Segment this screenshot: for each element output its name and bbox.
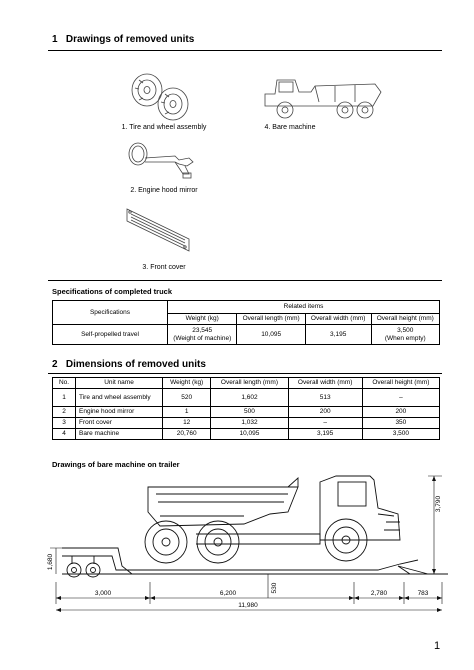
cell-height: 350 [362,418,439,429]
dim-label-3000: 3,000 [94,590,112,597]
figure-caption-cover: 3. Front cover [142,264,186,271]
section-1-bottom-rule [48,280,442,281]
table-row [53,389,440,407]
spec-row-width: 3,195 [305,325,371,345]
dimensions-header-name: Unit name [76,378,163,389]
section-2-number: 2 [52,359,58,370]
section-2-heading [52,359,206,370]
dimensions-header-weight: Weight (kg) [163,378,211,389]
rear-wheel-2 [197,521,239,563]
cell-length: 10,095 [211,429,288,440]
section-1-title: Drawings of removed units [65,34,195,45]
cell-width: 200 [288,407,362,418]
rear-wheel-1 [145,521,187,563]
engine-hood-mirror-drawing [127,140,207,185]
page-number: 1 [434,640,441,652]
dimensions-table [52,377,440,440]
trailer-rear-wheel [67,563,81,577]
section-1-heading [52,34,194,45]
section-2-title: Dimensions of removed units [65,359,206,370]
figure-caption-tire: 1. Tire and wheel assembly [121,124,207,131]
spec-header-specifications: Specifications [53,301,168,325]
dim-label-2780: 2,780 [370,590,388,597]
dimensions-header-row [53,378,440,389]
spec-subheader-weight: Weight (kg) [168,314,237,325]
section-1-rule [48,50,442,51]
cell-height: – [362,389,439,407]
cell-name: Front cover [76,418,163,429]
cell-height: 3,500 [362,429,439,440]
table-row [53,418,440,429]
cell-width: 3,195 [288,429,362,440]
cell-no: 4 [53,429,76,440]
cell-length: 1,032 [211,418,288,429]
section-1-number: 1 [52,34,58,45]
cell-length: 500 [211,407,288,418]
cell-no: 1 [53,389,76,407]
cell-name: Tire and wheel assembly [76,389,163,407]
spec-row-name: Self-propelled travel [53,325,168,345]
spec-row-height: 3,500 (When empty) [371,325,439,345]
spec-table [52,300,440,345]
bare-machine-drawing [255,72,385,122]
cell-height: 200 [362,407,439,418]
dim-label-530: 530 [271,582,278,594]
dimensions-header-length: Overall length (mm) [211,378,288,389]
spec-row [53,325,440,345]
spec-header-related: Related items [168,301,440,314]
dim-label-783: 783 [417,590,429,597]
dimensions-header-no: No. [53,378,76,389]
cell-width: 513 [288,389,362,407]
dimensions-header-height: Overall height (mm) [362,378,439,389]
cell-weight: 1 [163,407,211,418]
section-2-rule [48,373,442,374]
spec-subheader-width: Overall width (mm) [305,314,371,325]
cell-name: Bare machine [76,429,163,440]
spec-row-weight: 23,545 (Weight of machine) [168,325,237,345]
cell-length: 1,602 [211,389,288,407]
cell-width: – [288,418,362,429]
trailer-drawing-heading: Drawings of bare machine on trailer [52,460,180,469]
dimensions-header-width: Overall width (mm) [288,378,362,389]
table-row [53,407,440,418]
dim-label-height: 3,790 [435,495,442,513]
figure-caption-machine: 4. Bare machine [264,124,316,131]
cell-no: 2 [53,407,76,418]
trailer-deck [62,556,418,570]
cell-weight: 12 [163,418,211,429]
cell-no: 3 [53,418,76,429]
spec-table-heading: Specifications of completed truck [52,287,173,296]
cell-weight: 20,760 [163,429,211,440]
spec-subheader-height: Overall height (mm) [371,314,439,325]
tire-wheel-drawing [125,72,205,122]
trailer-drawing [48,470,448,620]
cell-weight: 520 [163,389,211,407]
dim-label-total: 11,980 [238,602,258,609]
dump-body [148,487,298,526]
dim-label-deck: 1,680 [47,553,54,571]
cell-name: Engine hood mirror [76,407,163,418]
dim-label-6200: 6,200 [219,590,237,597]
front-cover-drawing [123,205,203,255]
figure-caption-mirror: 2. Engine hood mirror [130,187,198,194]
table-row [53,429,440,440]
spec-subheader-length: Overall length (mm) [237,314,305,325]
spec-row-length: 10,095 [237,325,305,345]
